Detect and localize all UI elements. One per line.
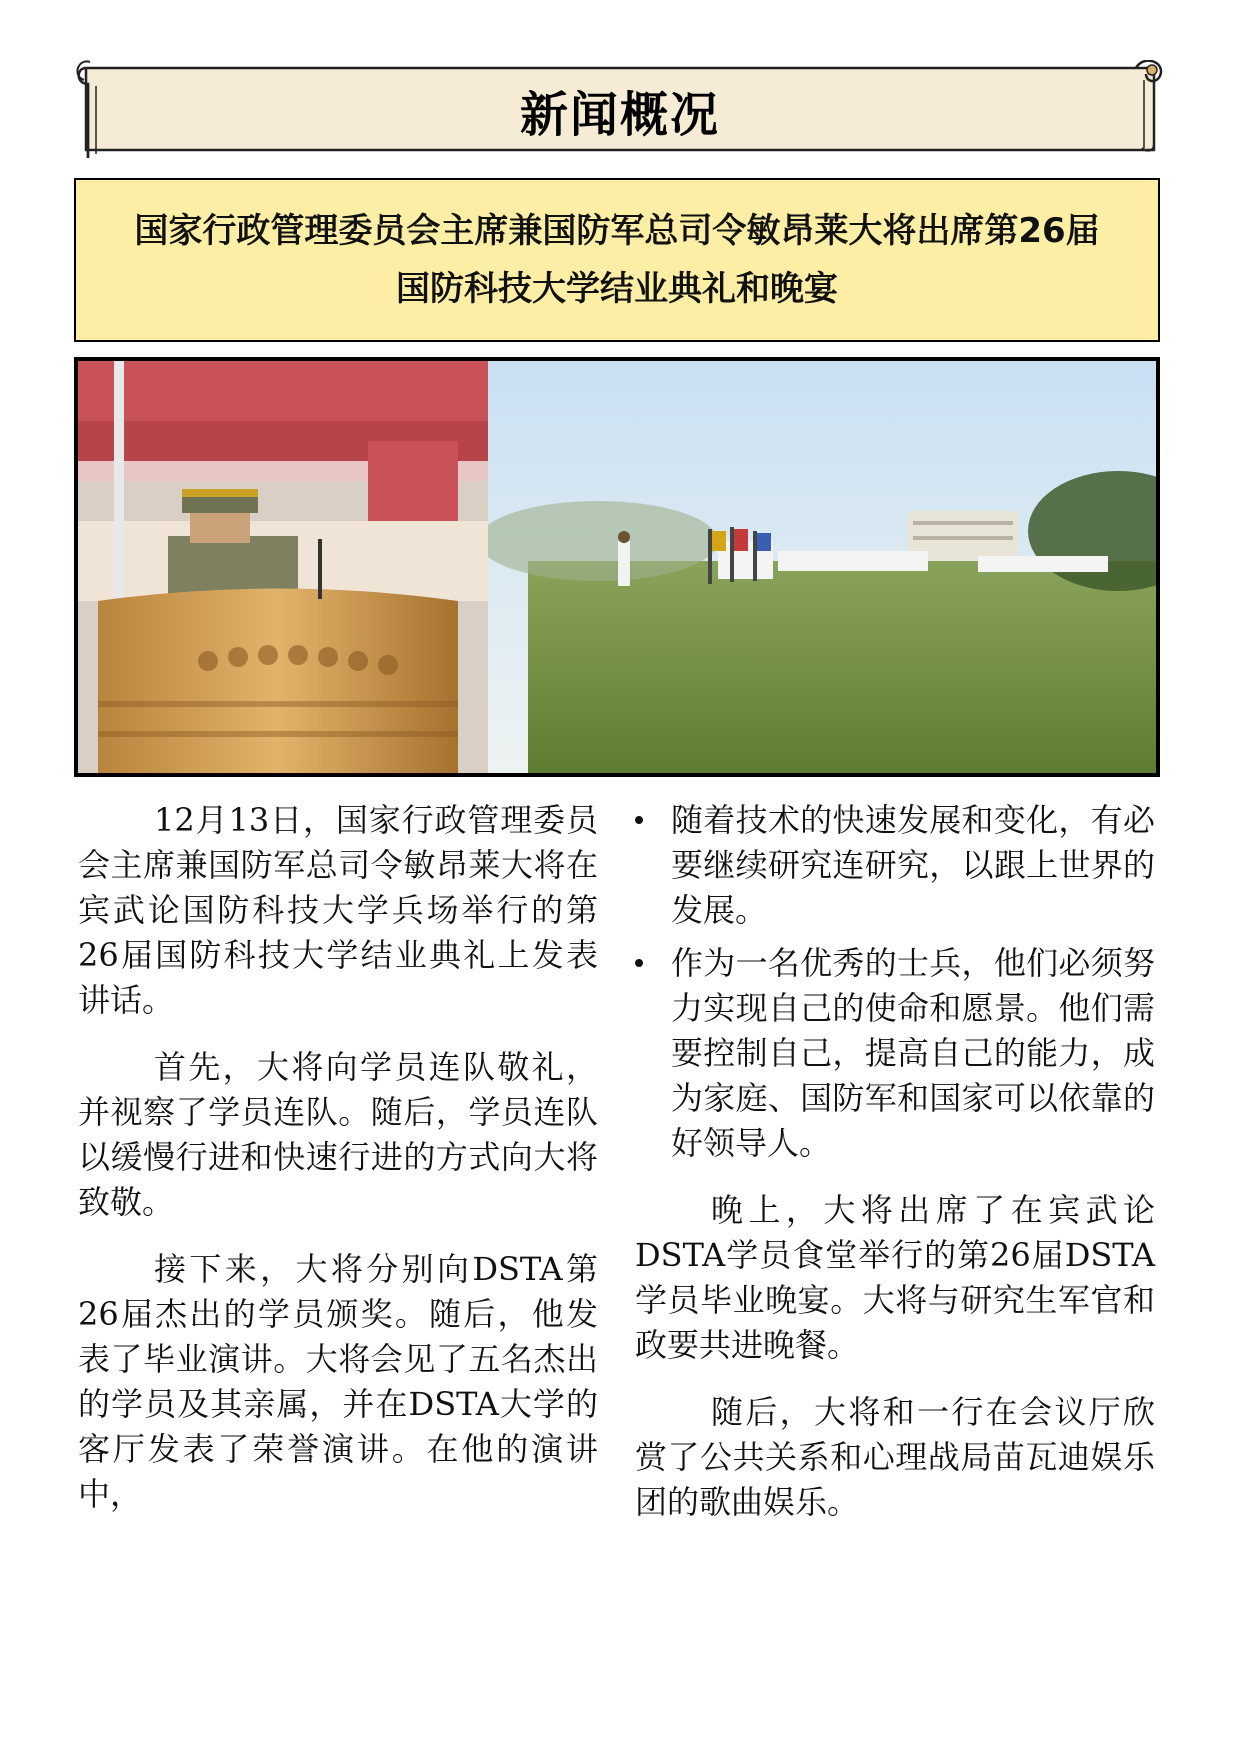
headline-line-2: 国防科技大学结业典礼和晚宴: [396, 269, 838, 309]
ceremony-photo-illustration: [78, 361, 1156, 773]
article-left-column: [78, 798, 598, 1539]
article-right-column: [635, 798, 1155, 1547]
headline-line-1: 国家行政管理委员会主席兼国防军总司令敏昂莱大将出席第26届: [134, 211, 1100, 251]
article-paragraph-3: 接下来，大将分别向DSTA第26届杰出的学员颁奖。随后，他发表了毕业演讲。大将会见了五名杰出的学员及其亲属，并在DSTA大学的客厅发表了荣誉演讲。在他的演讲中，: [78, 1250, 598, 1513]
news-photo: [74, 357, 1160, 777]
article-paragraph-2: 首先，大将向学员连队敬礼，并视察了学员连队。随后，学员连队以缓慢行进和快速行进的方式向大将致敬。: [78, 1048, 598, 1221]
speech-points-list: [635, 798, 1155, 1166]
bullet-dot-icon: [635, 816, 643, 824]
article-paragraph-4: 晚上，大将出席了在宾武论DSTA学员食堂举行的第26届DSTA学员毕业晚宴。大将与研究生军官和政要共进晚餐。: [635, 1191, 1155, 1364]
bullet-dot-icon: [635, 959, 643, 967]
article-paragraph-1: 12月13日，国家行政管理委员会主席兼国防军总司令敏昂莱大将在宾武论国防科技大学兵场举行的第26届国防科技大学结业典礼上发表讲话。: [78, 801, 598, 1019]
page-title: 新闻概况: [519, 86, 720, 143]
list-item: [635, 941, 1155, 1166]
article-paragraph-5: 随后，大将和一行在会议厅欣赏了公共关系和心理战局苗瓦迪娱乐团的歌曲娱乐。: [635, 1393, 1155, 1521]
list-item: [635, 798, 1155, 933]
bullet-text: 随着技术的快速发展和变化，有必要继续研究连研究，以跟上世界的发展。: [671, 801, 1155, 929]
headline-box: [74, 178, 1160, 342]
bullet-text: 作为一名优秀的士兵，他们必须努力实现自己的使命和愿景。他们需要控制自己，提高自己的能力，成为家庭、国防军和国家可以依靠的好领导人。: [671, 944, 1155, 1162]
title-banner: [76, 60, 1164, 160]
